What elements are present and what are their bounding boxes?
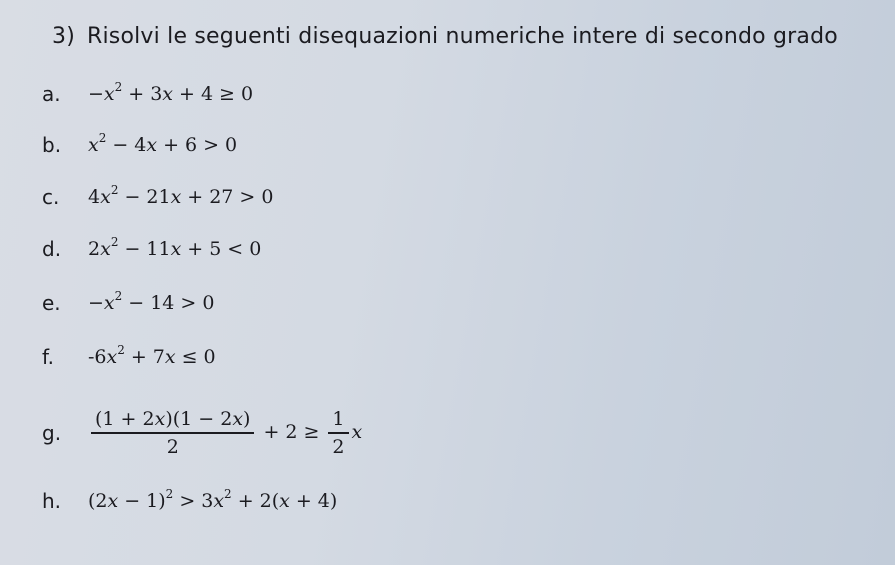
inequality-d: $2x^2 - 11x + 5 < 0$: [88, 235, 262, 260]
item-letter: b.: [42, 133, 62, 157]
exercise-item-g: [42, 398, 362, 468]
fraction-left: $\frac{(1 + 2x)(1 - 2x)}{2}$: [91, 408, 254, 458]
exercise-item-b: [42, 128, 237, 162]
fraction-right: $\frac{1}{2}$: [328, 408, 348, 458]
exercise-item-f: [42, 340, 216, 374]
exercise-item-a: [42, 77, 253, 111]
exercise-number: 3): [52, 24, 75, 49]
inequality-c: $4x^2 - 21x + 27 > 0$: [88, 183, 274, 208]
item-letter: f.: [42, 345, 54, 369]
exercise-item-c: [42, 180, 273, 214]
exercise-heading: [52, 24, 838, 49]
item-letter: g.: [42, 421, 62, 445]
inequality-g: $\frac{(1 + 2x)(1 - 2x)}{2}$ + 2 ≥ $\frac{1}{2}$ x: [88, 408, 362, 458]
inequality-b: $x^2 - 4x + 6 > 0$: [88, 131, 238, 156]
inequality-f: $-6x^2 + 7x \le 0$: [88, 343, 216, 368]
item-letter: d.: [42, 237, 62, 261]
inequality-e: $-x^2 - 14 > 0$: [88, 289, 215, 314]
item-letter: a.: [42, 82, 61, 106]
item-letter: e.: [42, 291, 61, 315]
inequality-a: $-x^2 + 3x + 4 \ge 0$: [88, 80, 254, 105]
exercise-item-h: [42, 484, 337, 518]
exercise-item-e: [42, 286, 214, 320]
exercise-item-d: [42, 232, 261, 266]
inequality-h: $(2x - 1)^2 > 3x^2 + 2(x + 4)$: [88, 487, 338, 512]
item-letter: c.: [42, 185, 60, 209]
item-letter: h.: [42, 489, 62, 513]
exercise-title: Risolvi le seguenti disequazioni numeriche intere di secondo grado: [86, 24, 838, 49]
